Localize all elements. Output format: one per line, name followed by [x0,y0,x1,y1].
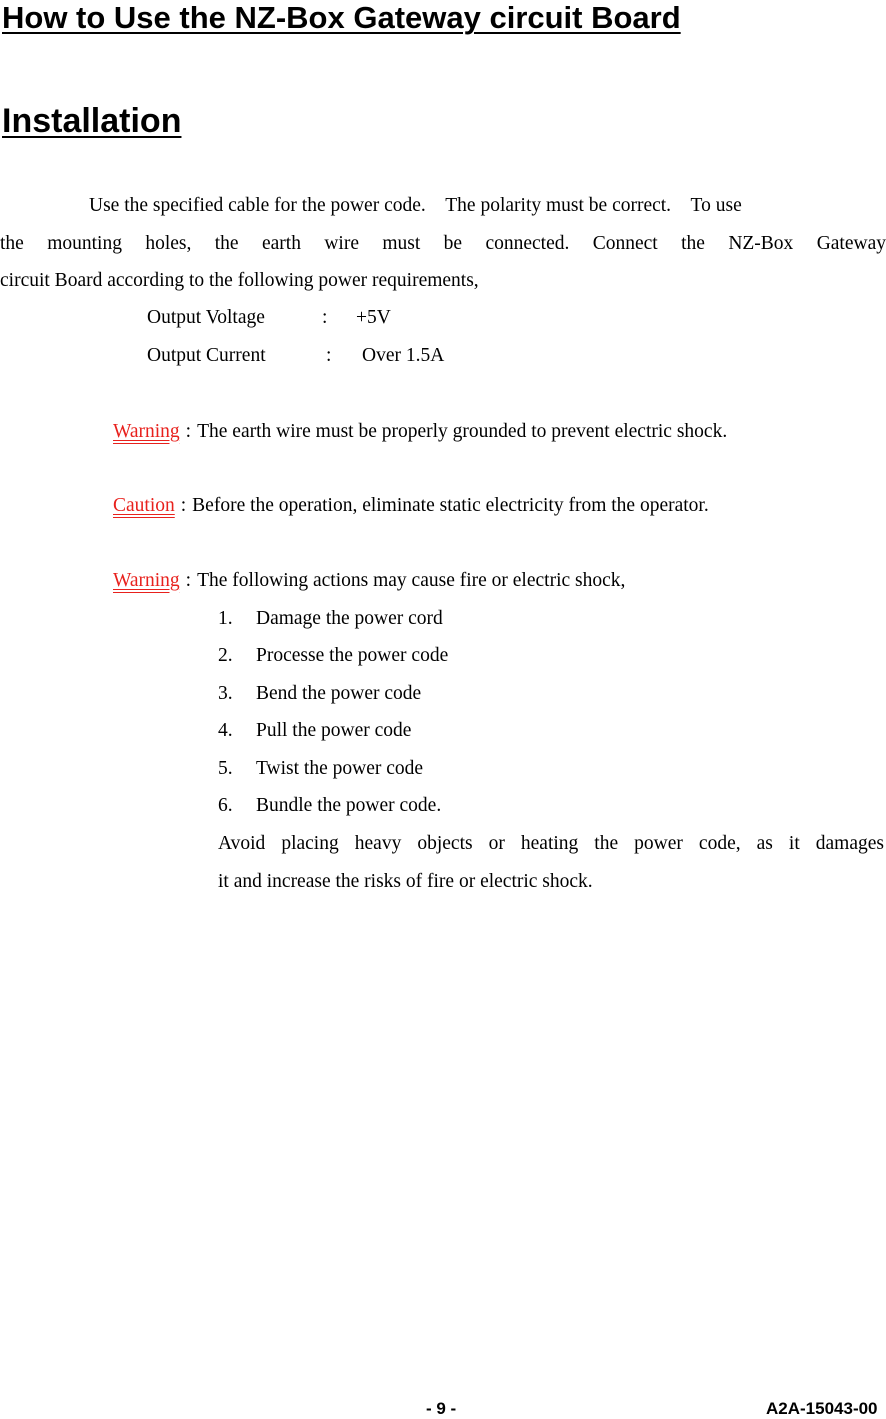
intro-line-3: circuit Board according to the following power requirements, [0,270,479,291]
notice-separator: : [185,421,192,442]
list-item: Damage the power cord [256,608,443,629]
notice-caution [113,494,709,518]
requirement-separator: : [322,307,328,328]
requirement-separator: : [326,345,332,366]
intro-line-2: the mounting holes, the earth wire must be connected. Connect the NZ-Box Gateway [0,233,886,254]
list-item: Bundle the power code. [256,795,442,816]
list-item-number: 5. [218,758,233,779]
list-item: Processe the power code [256,645,449,666]
requirement-value: Over 1.5A [362,345,445,366]
notice-separator: : [180,495,187,516]
list-item-number: 1. [218,608,233,629]
requirement-value: +5V [356,307,391,328]
notice-text: The following actions may cause fire or electric shock, [197,570,626,591]
list-item-number: 6. [218,795,233,816]
list-item: Bend the power code [256,683,422,704]
warning-label: Warning [113,421,180,442]
list-item: Twist the power code [256,758,424,779]
closing-line-1: Avoid placing heavy objects or heating the power code, as it damages [218,833,884,854]
notice-separator: : [185,570,192,591]
list-item-number: 2. [218,645,233,666]
closing-line-2: it and increase the risks of fire or electric shock. [218,871,593,892]
notice-text: The earth wire must be properly grounded to prevent electric shock. [197,421,728,442]
list-item: Pull the power code [256,720,412,741]
section-heading: Installation [2,102,182,140]
list-item-number: 3. [218,683,233,704]
page-number: - 9 - [426,1399,457,1418]
notice-warning-1 [113,420,727,444]
intro-line-1: Use the specified cable for the power code. The polarity must be correct. To use [89,195,742,216]
warning-label: Warning [113,570,180,591]
caution-label: Caution [113,495,175,516]
notice-warning-2 [113,569,625,593]
requirement-label: Output Current [147,345,266,366]
requirement-label: Output Voltage [147,307,265,328]
page-title: How to Use the NZ-Box Gateway circuit Board [2,0,681,35]
document-id: A2A-15043-00 [766,1399,878,1418]
notice-text: Before the operation, eliminate static electricity from the operator. [192,495,709,516]
list-item-number: 4. [218,720,233,741]
